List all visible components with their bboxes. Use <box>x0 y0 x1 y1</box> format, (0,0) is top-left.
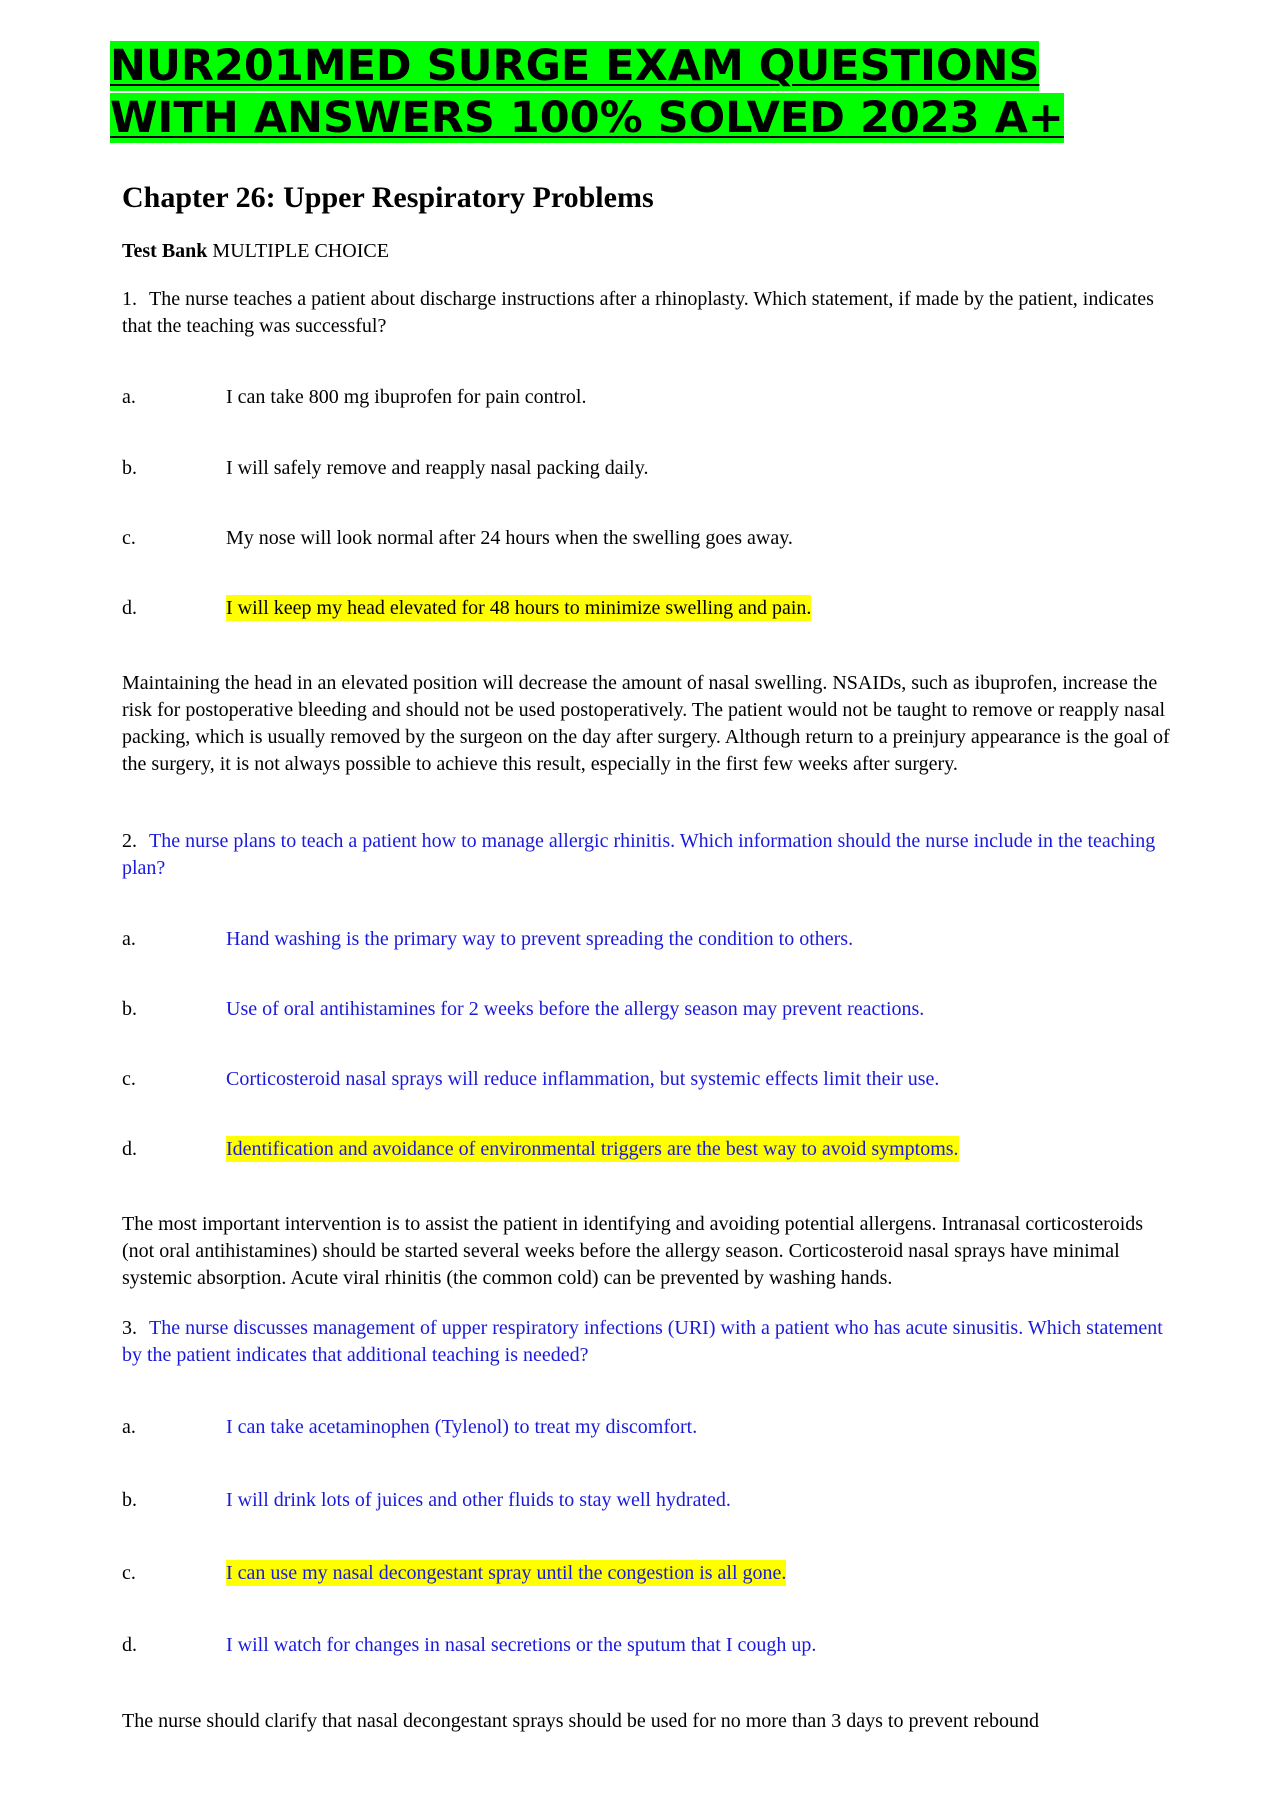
question-3-stem <box>122 1315 1172 1369</box>
option-letter: a. <box>122 928 136 950</box>
question-number: 1. <box>122 288 137 310</box>
question-1-stem <box>122 286 1172 340</box>
option-letter: b. <box>122 998 137 1020</box>
title-line-1: NUR201MED SURGE EXAM QUESTIONS <box>110 41 1040 91</box>
question-number: 3. <box>122 1317 137 1339</box>
option-text: I will safely remove and reapply nasal packing daily. <box>226 457 649 479</box>
question-2-rationale: The most important intervention is to assist the patient in identifying and avoiding potential allergens. Intranasal corticosteroids (not oral antihistamines) should be started several weeks before the allergy season. Corticosteroid nasal sprays have minimal systemic absorption. Acute viral rhinitis (the common cold) can be prevented by washing hands. <box>122 1213 1144 1289</box>
option-letter: b. <box>122 457 137 479</box>
option-letter: d. <box>122 1634 137 1656</box>
chapter-heading: Chapter 26: Upper Respiratory Problems <box>122 181 654 214</box>
question-1-rationale: Maintaining the head in an elevated position will decrease the amount of nasal swelling. NSAIDs, such as ibuprofen, increase the risk for postoperative bleeding and should not be used postoperatively. The patient would not be taught to remove or reapply nasal packing, which is usually removed by the surgeon on the day after surgery. Although return to a preinjury appearance is the goal of the surgery, it is not always possible to achieve this result, especially in the first few weeks after surgery. <box>122 672 1170 775</box>
option-letter: a. <box>122 1416 136 1438</box>
question-3-rationale: The nurse should clarify that nasal decongestant sprays should be used for no more than 3 days to prevent rebound <box>122 1710 1039 1732</box>
question-text: The nurse teaches a patient about discharge instructions after a rhinoplasty. Which statement, if made by the patient, indicates that the teaching was successful? <box>122 288 1154 337</box>
option-text: I can take 800 mg ibuprofen for pain control. <box>226 386 587 408</box>
document-title <box>110 40 1110 144</box>
test-bank-line <box>122 238 389 264</box>
option-letter: c. <box>122 1068 136 1090</box>
correct-answer-text: I can use my nasal decongestant spray until the congestion is all gone. <box>226 1562 787 1584</box>
test-bank-type: MULTIPLE CHOICE <box>212 240 389 262</box>
option-text: I will drink lots of juices and other fluids to stay well hydrated. <box>226 1489 731 1511</box>
option-letter: c. <box>122 1562 136 1584</box>
option-text: Use of oral antihistamines for 2 weeks before the allergy season may prevent reactions. <box>226 998 925 1020</box>
option-text: I will watch for changes in nasal secretions or the sputum that I cough up. <box>226 1634 817 1656</box>
option-letter: d. <box>122 1138 137 1160</box>
option-letter: b. <box>122 1489 137 1511</box>
question-text: The nurse plans to teach a patient how to manage allergic rhinitis. Which information should the nurse include in the teaching plan? <box>122 830 1156 879</box>
test-bank-label: Test Bank <box>122 240 208 262</box>
option-letter: a. <box>122 386 136 408</box>
correct-answer-text: I will keep my head elevated for 48 hours to minimize swelling and pain. <box>226 597 812 619</box>
question-number: 2. <box>122 830 137 852</box>
option-text: Hand washing is the primary way to prevent spreading the condition to others. <box>226 928 854 950</box>
question-text: The nurse discusses management of upper respiratory infections (URI) with a patient who has acute sinusitis. Which statement by the patient indicates that additional teaching is needed? <box>122 1317 1163 1366</box>
option-text: My nose will look normal after 24 hours when the swelling goes away. <box>226 527 793 549</box>
correct-answer-text: Identification and avoidance of environmental triggers are the best way to avoid symptoms. <box>226 1138 959 1160</box>
question-2-stem <box>122 828 1172 882</box>
option-text: I can take acetaminophen (Tylenol) to treat my discomfort. <box>226 1416 698 1438</box>
option-letter: c. <box>122 527 136 549</box>
title-line-2: WITH ANSWERS 100% SOLVED 2023 A+ <box>110 93 1064 143</box>
option-letter: d. <box>122 597 137 619</box>
option-text: Corticosteroid nasal sprays will reduce inflammation, but systemic effects limit their use. <box>226 1068 940 1090</box>
